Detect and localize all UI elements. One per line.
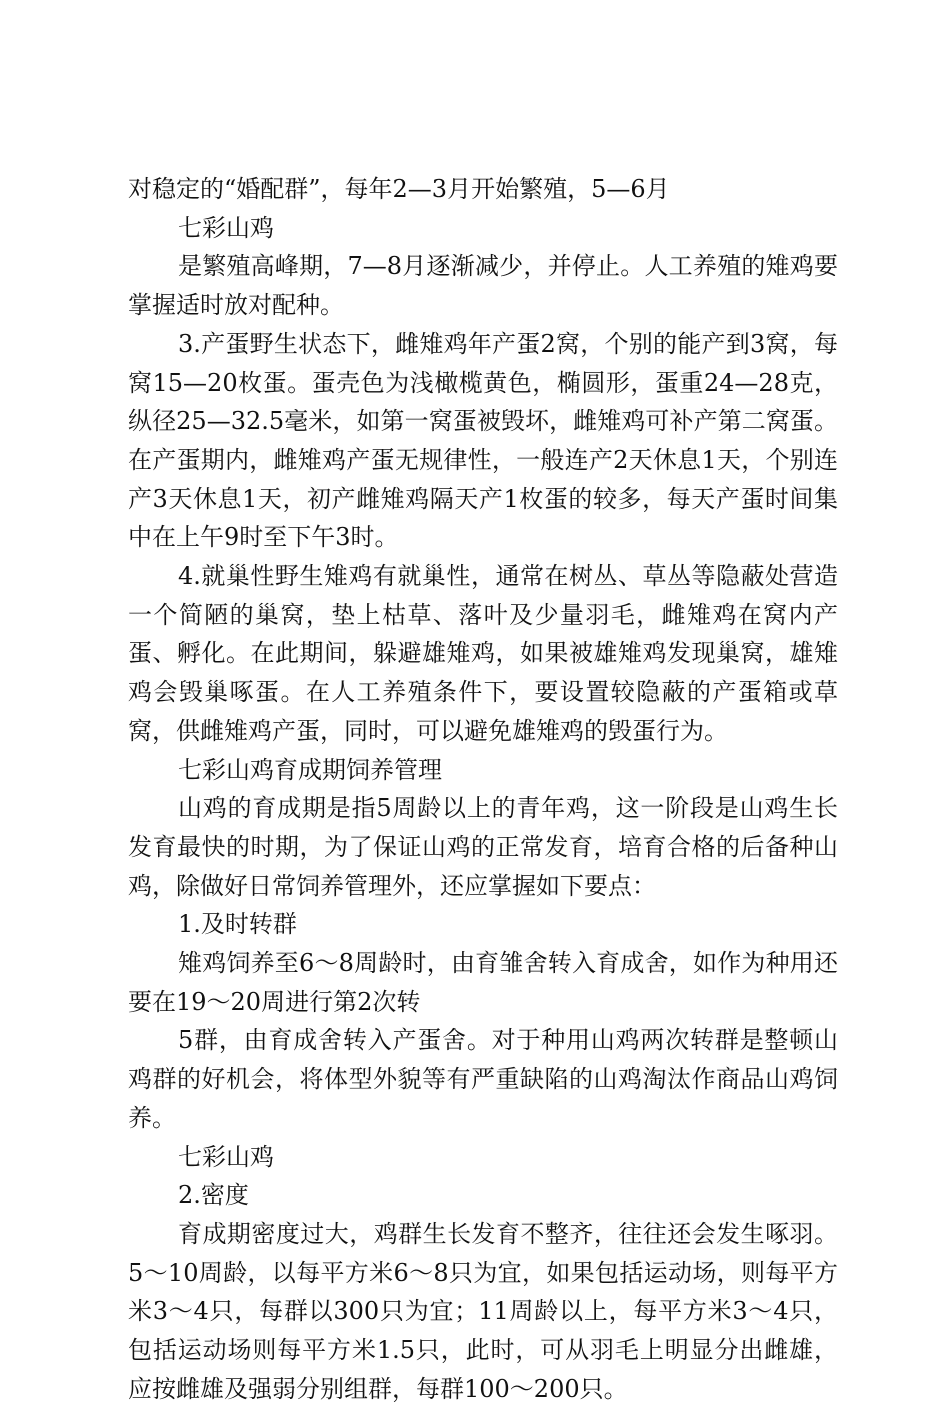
subheading: 2.密度 [178, 1181, 249, 1210]
paragraph: 3.产蛋野生状态下，雌雉鸡年产蛋2窝，个别的能产到3窝，每窝15—20枚蛋。蛋壳色为浅橄榄黄色，椭圆形，蛋重24—28克，纵径25—32.5毫米，如第一窝蛋被毁坏，雌雉鸡可补产第二窝蛋。在产蛋期内，雌雉鸡产蛋无规律性，一般连产2天休息1天，个别连产3天休息1天，初产雌雉鸡隔天产1枚蛋的较多，每天产蛋时间集中在上午9时至下午3时。 [128, 329, 838, 552]
paragraph: 4.就巢性野生雉鸡有就巢性，通常在树丛、草丛等隐蔽处营造一个简陋的巢窝，垫上枯草、落叶及少量羽毛，雌雉鸡在窝内产蛋、孵化。在此期间，躲避雄雉鸡，如果被雄雉鸡发现巢窝，雄雉鸡会毁巢啄蛋。在人工养殖条件下，要设置较隐蔽的产蛋箱或草窝，供雌雉鸡产蛋，同时，可以避免雄雉鸡的毁蛋行为。 [128, 562, 838, 745]
paragraph: 雉鸡饲养至6～8周龄时，由育雏舍转入育成舍，如作为种用还要在19～20周进行第2次转 [128, 949, 838, 1016]
body-text [128, 170, 838, 1409]
subheading: 1.及时转群 [178, 910, 297, 939]
paragraph: 七彩山鸡 [178, 1142, 274, 1171]
paragraph: 七彩山鸡 [178, 213, 274, 242]
paragraph: 对稳定的“婚配群”，每年2—3月开始繁殖，5—6月 [128, 175, 670, 203]
paragraph: 是繁殖高峰期，7—8月逐渐减少，并停止。人工养殖的雉鸡要掌握适时放对配种。 [128, 252, 838, 320]
section-heading: 七彩山鸡育成期饲养管理 [178, 755, 442, 784]
paragraph: 山鸡的育成期是指5周龄以上的青年鸡，这一阶段是山鸡生长发育最快的时期，为了保证山鸡的正常发育，培育合格的后备种山鸡，除做好日常饲养管理外，还应掌握如下要点： [128, 794, 838, 900]
paragraph: 5群，由育成舍转入产蛋舍。对于种用山鸡两次转群是整顿山鸡群的好机会，将体型外貌等有严重缺陷的山鸡淘汰作商品山鸡饲养。 [128, 1026, 838, 1132]
paragraph: 育成期密度过大，鸡群生长发育不整齐，往往还会发生啄羽。5～10周龄，以每平方米6～8只为宜，如果包括运动场，则每平方米3～4只，每群以300只为宜；11周龄以上，每平方米3～4只，包括运动场则每平方米1.5只，此时，可从羽毛上明显分出雌雄，应按雌雄及强弱分别组群，每群100～200只。 [128, 1219, 838, 1403]
